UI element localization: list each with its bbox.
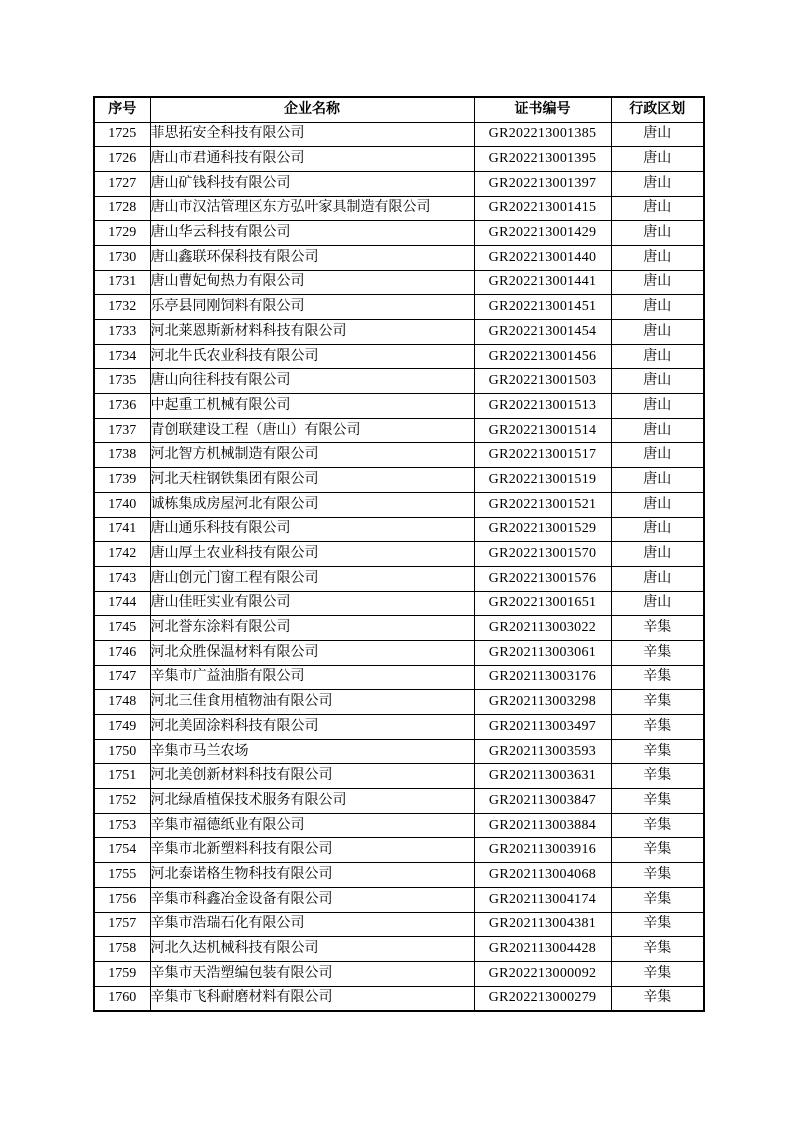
serial-number-cell: 1731 [94, 270, 150, 295]
certificate-number-cell: GR202213001651 [474, 591, 611, 616]
table-row [94, 961, 704, 986]
company-name-cell: 诚栋集成房屋河北有限公司 [150, 492, 474, 517]
region-cell: 辛集 [611, 764, 704, 789]
certificate-number-cell: GR202213001503 [474, 369, 611, 394]
region-cell: 辛集 [611, 937, 704, 962]
table-row [94, 986, 704, 1011]
certificate-number-cell: GR202213001513 [474, 394, 611, 419]
company-name-cell: 辛集市福德纸业有限公司 [150, 813, 474, 838]
table-row [94, 221, 704, 246]
certificate-number-cell: GR202213001397 [474, 171, 611, 196]
table-row [94, 566, 704, 591]
serial-number-cell: 1727 [94, 171, 150, 196]
table-row [94, 394, 704, 419]
company-name-cell: 唐山市君通科技有限公司 [150, 147, 474, 172]
certificate-number-cell: GR202113004068 [474, 863, 611, 888]
region-cell: 唐山 [611, 320, 704, 345]
serial-number-cell: 1726 [94, 147, 150, 172]
region-cell: 辛集 [611, 665, 704, 690]
table-row [94, 344, 704, 369]
company-name-cell: 唐山市汉沽管理区东方弘叶家具制造有限公司 [150, 196, 474, 221]
certificate-number-cell: GR202213001385 [474, 122, 611, 147]
certificate-number-cell: GR202113004174 [474, 887, 611, 912]
table-row [94, 887, 704, 912]
company-name-cell: 河北众胜保温材料有限公司 [150, 640, 474, 665]
table-row [94, 616, 704, 641]
region-cell: 唐山 [611, 566, 704, 591]
certificate-number-cell: GR202213001429 [474, 221, 611, 246]
serial-number-cell: 1752 [94, 789, 150, 814]
company-name-cell: 中起重工机械有限公司 [150, 394, 474, 419]
header-region: 行政区划 [611, 97, 704, 122]
company-name-cell: 菲思拓安全科技有限公司 [150, 122, 474, 147]
certificate-number-cell: GR202113004428 [474, 937, 611, 962]
certificate-number-cell: GR202213001456 [474, 344, 611, 369]
company-name-cell: 河北美创新材料科技有限公司 [150, 764, 474, 789]
company-name-cell: 河北誉东涂料有限公司 [150, 616, 474, 641]
serial-number-cell: 1729 [94, 221, 150, 246]
serial-number-cell: 1748 [94, 690, 150, 715]
certificate-number-cell: GR202213001529 [474, 517, 611, 542]
region-cell: 唐山 [611, 147, 704, 172]
certificate-number-cell: GR202113003916 [474, 838, 611, 863]
certificate-table [93, 96, 705, 1012]
region-cell: 唐山 [611, 591, 704, 616]
region-cell: 唐山 [611, 122, 704, 147]
region-cell: 唐山 [611, 443, 704, 468]
region-cell: 唐山 [611, 221, 704, 246]
region-cell: 唐山 [611, 492, 704, 517]
certificate-number-cell: GR202213001521 [474, 492, 611, 517]
company-name-cell: 辛集市浩瑞石化有限公司 [150, 912, 474, 937]
table-row [94, 245, 704, 270]
table-row [94, 640, 704, 665]
serial-number-cell: 1725 [94, 122, 150, 147]
serial-number-cell: 1738 [94, 443, 150, 468]
region-cell: 辛集 [611, 912, 704, 937]
company-name-cell: 唐山鑫联环保科技有限公司 [150, 245, 474, 270]
table-row [94, 863, 704, 888]
table-row [94, 739, 704, 764]
serial-number-cell: 1759 [94, 961, 150, 986]
serial-number-cell: 1732 [94, 295, 150, 320]
certificate-number-cell: GR202113003631 [474, 764, 611, 789]
serial-number-cell: 1753 [94, 813, 150, 838]
certificate-number-cell: GR202213001441 [474, 270, 611, 295]
region-cell: 唐山 [611, 418, 704, 443]
header-company-name: 企业名称 [150, 97, 474, 122]
company-name-cell: 河北智方机械制造有限公司 [150, 443, 474, 468]
table-row [94, 912, 704, 937]
table-row [94, 937, 704, 962]
company-name-cell: 唐山厚土农业科技有限公司 [150, 542, 474, 567]
region-cell: 唐山 [611, 344, 704, 369]
region-cell: 辛集 [611, 887, 704, 912]
table-row [94, 690, 704, 715]
certificate-number-cell: GR202213001576 [474, 566, 611, 591]
company-name-cell: 辛集市飞科耐磨材料有限公司 [150, 986, 474, 1011]
table-row [94, 715, 704, 740]
region-cell: 唐山 [611, 196, 704, 221]
serial-number-cell: 1749 [94, 715, 150, 740]
serial-number-cell: 1743 [94, 566, 150, 591]
region-cell: 唐山 [611, 245, 704, 270]
region-cell: 辛集 [611, 616, 704, 641]
certificate-number-cell: GR202113003593 [474, 739, 611, 764]
serial-number-cell: 1736 [94, 394, 150, 419]
company-name-cell: 唐山华云科技有限公司 [150, 221, 474, 246]
company-name-cell: 乐亭县同刚饲料有限公司 [150, 295, 474, 320]
region-cell: 辛集 [611, 739, 704, 764]
company-name-cell: 辛集市天浩塑编包装有限公司 [150, 961, 474, 986]
table-row [94, 665, 704, 690]
serial-number-cell: 1739 [94, 468, 150, 493]
serial-number-cell: 1745 [94, 616, 150, 641]
company-name-cell: 河北天柱钢铁集团有限公司 [150, 468, 474, 493]
certificate-number-cell: GR202213000092 [474, 961, 611, 986]
company-name-cell: 河北泰诺格生物科技有限公司 [150, 863, 474, 888]
certificate-number-cell: GR202213001440 [474, 245, 611, 270]
company-name-cell: 河北莱恩斯新材料科技有限公司 [150, 320, 474, 345]
serial-number-cell: 1730 [94, 245, 150, 270]
table-row [94, 369, 704, 394]
company-name-cell: 辛集市广益油脂有限公司 [150, 665, 474, 690]
serial-number-cell: 1755 [94, 863, 150, 888]
certificate-number-cell: GR202213001514 [474, 418, 611, 443]
certificate-number-cell: GR202113003176 [474, 665, 611, 690]
serial-number-cell: 1760 [94, 986, 150, 1011]
serial-number-cell: 1740 [94, 492, 150, 517]
certificate-number-cell: GR202213001415 [474, 196, 611, 221]
serial-number-cell: 1747 [94, 665, 150, 690]
region-cell: 唐山 [611, 394, 704, 419]
region-cell: 唐山 [611, 171, 704, 196]
serial-number-cell: 1733 [94, 320, 150, 345]
table-row [94, 122, 704, 147]
table-row [94, 517, 704, 542]
table-row [94, 542, 704, 567]
table-row [94, 295, 704, 320]
table-row [94, 789, 704, 814]
serial-number-cell: 1757 [94, 912, 150, 937]
table-header-row [94, 97, 704, 122]
table-row [94, 147, 704, 172]
company-name-cell: 河北绿盾植保技术服务有限公司 [150, 789, 474, 814]
region-cell: 辛集 [611, 838, 704, 863]
company-name-cell: 唐山矿钱科技有限公司 [150, 171, 474, 196]
region-cell: 辛集 [611, 813, 704, 838]
company-name-cell: 青创联建设工程（唐山）有限公司 [150, 418, 474, 443]
header-certificate-number: 证书编号 [474, 97, 611, 122]
table-row [94, 196, 704, 221]
serial-number-cell: 1750 [94, 739, 150, 764]
table-row [94, 418, 704, 443]
certificate-number-cell: GR202113003061 [474, 640, 611, 665]
company-name-cell: 唐山向往科技有限公司 [150, 369, 474, 394]
serial-number-cell: 1728 [94, 196, 150, 221]
serial-number-cell: 1751 [94, 764, 150, 789]
certificate-number-cell: GR202213001519 [474, 468, 611, 493]
table-row [94, 468, 704, 493]
serial-number-cell: 1746 [94, 640, 150, 665]
region-cell: 唐山 [611, 295, 704, 320]
serial-number-cell: 1741 [94, 517, 150, 542]
region-cell: 唐山 [611, 369, 704, 394]
serial-number-cell: 1744 [94, 591, 150, 616]
serial-number-cell: 1758 [94, 937, 150, 962]
certificate-number-cell: GR202213001454 [474, 320, 611, 345]
certificate-number-cell: GR202113003884 [474, 813, 611, 838]
certificate-number-cell: GR202113003497 [474, 715, 611, 740]
certificate-number-cell: GR202113003298 [474, 690, 611, 715]
certificate-number-cell: GR202213001570 [474, 542, 611, 567]
company-name-cell: 河北美固涂料科技有限公司 [150, 715, 474, 740]
company-name-cell: 河北牛氏农业科技有限公司 [150, 344, 474, 369]
table-row [94, 591, 704, 616]
region-cell: 唐山 [611, 517, 704, 542]
region-cell: 唐山 [611, 542, 704, 567]
company-name-cell: 河北久达机械科技有限公司 [150, 937, 474, 962]
serial-number-cell: 1754 [94, 838, 150, 863]
table-row [94, 492, 704, 517]
company-name-cell: 辛集市北新塑料科技有限公司 [150, 838, 474, 863]
region-cell: 唐山 [611, 468, 704, 493]
certificate-number-cell: GR202213001395 [474, 147, 611, 172]
certificate-number-cell: GR202213001451 [474, 295, 611, 320]
certificate-number-cell: GR202213001517 [474, 443, 611, 468]
table-row [94, 764, 704, 789]
serial-number-cell: 1735 [94, 369, 150, 394]
table-row [94, 838, 704, 863]
serial-number-cell: 1742 [94, 542, 150, 567]
company-name-cell: 河北三佳食用植物油有限公司 [150, 690, 474, 715]
region-cell: 辛集 [611, 640, 704, 665]
company-name-cell: 唐山创元门窗工程有限公司 [150, 566, 474, 591]
serial-number-cell: 1734 [94, 344, 150, 369]
table-row [94, 443, 704, 468]
company-name-cell: 唐山通乐科技有限公司 [150, 517, 474, 542]
company-name-cell: 唐山曹妃甸热力有限公司 [150, 270, 474, 295]
company-name-cell: 辛集市科鑫冶金设备有限公司 [150, 887, 474, 912]
serial-number-cell: 1737 [94, 418, 150, 443]
table-row [94, 270, 704, 295]
region-cell: 唐山 [611, 270, 704, 295]
header-serial-number: 序号 [94, 97, 150, 122]
table-row [94, 320, 704, 345]
region-cell: 辛集 [611, 863, 704, 888]
serial-number-cell: 1756 [94, 887, 150, 912]
certificate-number-cell: GR202113003847 [474, 789, 611, 814]
company-name-cell: 唐山佳旺实业有限公司 [150, 591, 474, 616]
certificate-number-cell: GR202213000279 [474, 986, 611, 1011]
region-cell: 辛集 [611, 690, 704, 715]
region-cell: 辛集 [611, 986, 704, 1011]
table-row [94, 813, 704, 838]
table-row [94, 171, 704, 196]
region-cell: 辛集 [611, 961, 704, 986]
region-cell: 辛集 [611, 789, 704, 814]
certificate-number-cell: GR202113003022 [474, 616, 611, 641]
certificate-number-cell: GR202113004381 [474, 912, 611, 937]
region-cell: 辛集 [611, 715, 704, 740]
company-name-cell: 辛集市马兰农场 [150, 739, 474, 764]
